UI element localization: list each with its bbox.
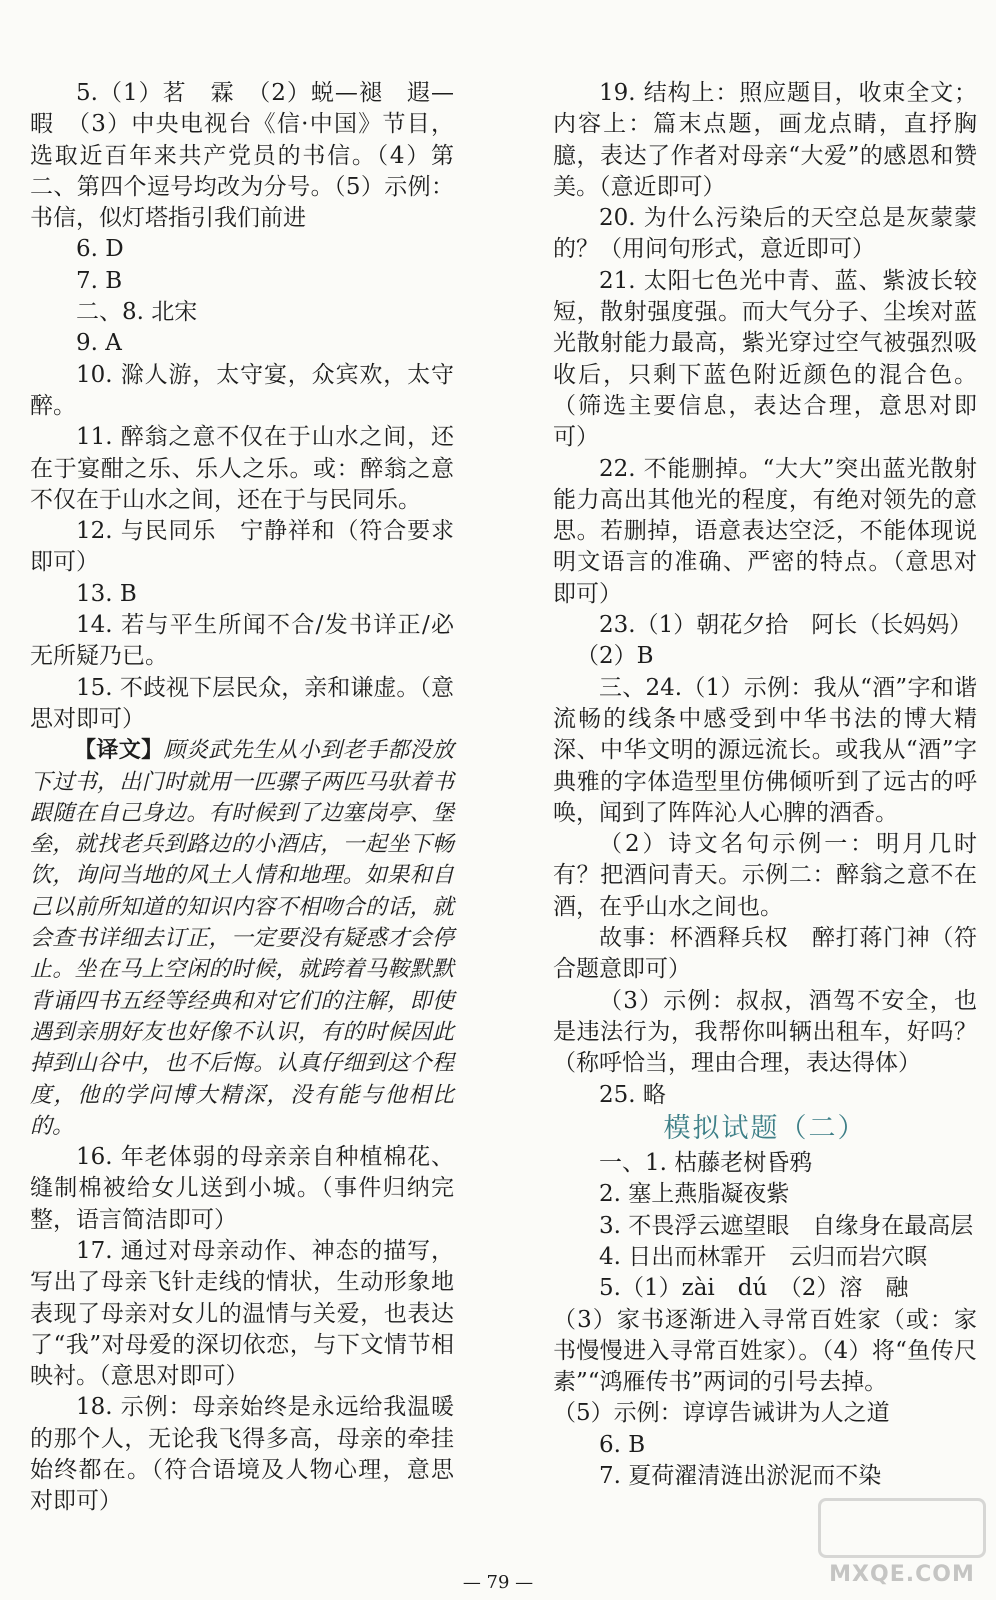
answer-q15: 15. 不歧视下层民众，亲和谦虚。（意思对即可） (30, 674, 454, 732)
answer-q10: 10. 滁人游，太守宴，众宾欢，太守醉。 (30, 361, 454, 419)
answer-q25: 25. 略 (599, 1081, 666, 1108)
watermark-brand: MXQE.COM (829, 1562, 975, 1587)
answer-q13: 13. B (76, 580, 137, 607)
section-heading: 模拟试题（二） (663, 1112, 867, 1144)
watermark-mark-icon (818, 1498, 986, 1558)
answer-q23-part1: 23.（1）朝花夕拾 阿长（长妈妈） (599, 612, 973, 639)
answer-q7: 7. B (76, 267, 123, 294)
answer-q8: 二、8. 北宋 (76, 299, 198, 326)
answer-q6: 6. D (76, 236, 124, 263)
answer-q5: 5.（1）茗 霖 （2）蜕—褪 遐—暇 （3）中央电视台《信·中国》节目，选取近百年来共产党员的书信。（4）第二、第四个逗号均改为分号。（5）示例：书信，似灯塔指引我们前进 (30, 80, 454, 232)
answer-q18: 18. 示例：母亲始终是永远给我温暖的那个人，无论我飞得多高，母亲的牵挂始终都在。（符合语境及人物心理，意思对即可） (30, 1394, 454, 1515)
answer-q11: 11. 醉翁之意不仅在于山水之间，还在于宴酣之乐、乐人之乐。或：醉翁之意不仅在于山水之间，还在于与民同乐。 (30, 424, 454, 513)
answer-q14: 14. 若与平生所闻不合/发书详正/必无所疑乃已。 (30, 612, 454, 670)
answer-q22: 22. 不能删掉。“大大”突出蓝光散射能力高出其他光的程度，有绝对领先的意思。若删掉，语意表达空泛，不能体现说明文语言的准确、严密的特点。（意思对即可） (553, 455, 977, 607)
answer-q24-part3: （3）示例：叔叔，酒驾不安全，也是违法行为，我帮你叫辆出租车，好吗？（称呼恰当，理由合理，表达得体） (553, 987, 977, 1077)
answer-s2: 2. 塞上燕脂凝夜紫 (599, 1181, 790, 1208)
answer-q23-part2: （2）B (576, 643, 654, 670)
answer-q9: 9. A (76, 330, 122, 357)
answer-q12: 12. 与民同乐 宁静祥和（符合要求即可） (30, 518, 454, 576)
answer-q19: 19. 结构上：照应题目，收束全文；内容上：篇末点题，画龙点睛，直抒胸臆，表达了作者对母亲“大爱”的感恩和赞美。（意近即可） (553, 80, 977, 200)
answer-q17: 17. 通过对母亲动作、神态的描写，写出了母亲飞针走线的情状，生动形象地表现了母亲对女儿的温情与关爱，也表达了“我”对母爱的深切依恋，与下文情节相映衬。（意思对即可） (30, 1237, 454, 1390)
translation-text: 顾炎武先生从小到老手都没放下过书，出门时就用一匹骡子两匹马驮着书跟随在自己身边。有时候到了边塞岗亭、堡垒，就找老兵到路边的小酒店，一起坐下畅饮，询问当地的风土人情和地理。如果和自己以前所知道的知识内容不相吻合的话，就会查书详细去订正，一定要没有疑惑才会停止。坐在马上空闲的时候，就跨着马鞍默默背诵四书五经等经典和对它们的注解，即使遇到亲朋好友也好像不认识，有的时候因此掉到山谷中，也不后悔。认真仔细到这个程度，他的学问博大精深，没有能与他相比的。 (30, 738, 454, 1139)
left-column (30, 78, 454, 1518)
answer-s3: 3. 不畏浮云遮望眼 自缘身在最高层 (599, 1212, 974, 1239)
answer-q16: 16. 年老体弱的母亲亲自种植棉花、缝制棉被给女儿送到小城。（事件归纳完整，语言简洁即可） (30, 1144, 454, 1233)
answer-s4: 4. 日出而林霏开 云归而岩穴暝 (599, 1243, 928, 1270)
answer-q24-part2: （2）诗文名句示例一：明月几时有？把酒问青天。示例二：醉翁之意不在酒，在乎山水之间也。 (553, 831, 977, 920)
translation-paragraph (30, 735, 454, 1142)
answer-s5-part2: （3）家书逐渐进入寻常百姓家（或：家书慢慢进入寻常百姓家）。（4）将“鱼传尺素”“鸿雁传书”两词的引号去掉。 (553, 1306, 977, 1396)
right-column (553, 78, 977, 1492)
translation-label: 【译文】 (74, 738, 164, 764)
answer-s6: 6. B (599, 1431, 646, 1458)
watermark-logo-icon (818, 1498, 986, 1590)
answer-q24-part1: 三、24.（1）示例：我从“酒”字和谐流畅的线条中感受到中华书法的博大精深、中华文明的源远流长。或我从“酒”字典雅的字体造型里仿佛倾听到了远古的呼唤，闻到了阵阵沁人心脾的酒香。 (553, 674, 977, 826)
page-number: — 79 — (462, 1572, 534, 1593)
answer-s1: 一、1. 枯藤老树昏鸦 (599, 1150, 813, 1177)
answer-s5-part3: （5）示例：谆谆告诫讲为人之道 (553, 1400, 890, 1427)
answer-s7: 7. 夏荷濯清涟出淤泥而不染 (599, 1463, 882, 1490)
answer-s5-part1: 5.（1）zài dú （2）溶 融 (599, 1275, 909, 1302)
answer-q20: 20. 为什么污染后的天空总是灰蒙蒙的？（用问句形式，意近即可） (553, 205, 977, 263)
answer-q24-story: 故事：杯酒释兵权 醉打蒋门神（符合题意即可） (553, 925, 977, 983)
answer-q21: 21. 太阳七色光中青、蓝、紫波长较短，散射强度强。而大气分子、尘埃对蓝光散射能力最高，紫光穿过空气被强烈吸收后，只剩下蓝色附近颜色的混合色。（筛选主要信息，表达合理，意思对即可） (553, 267, 977, 451)
